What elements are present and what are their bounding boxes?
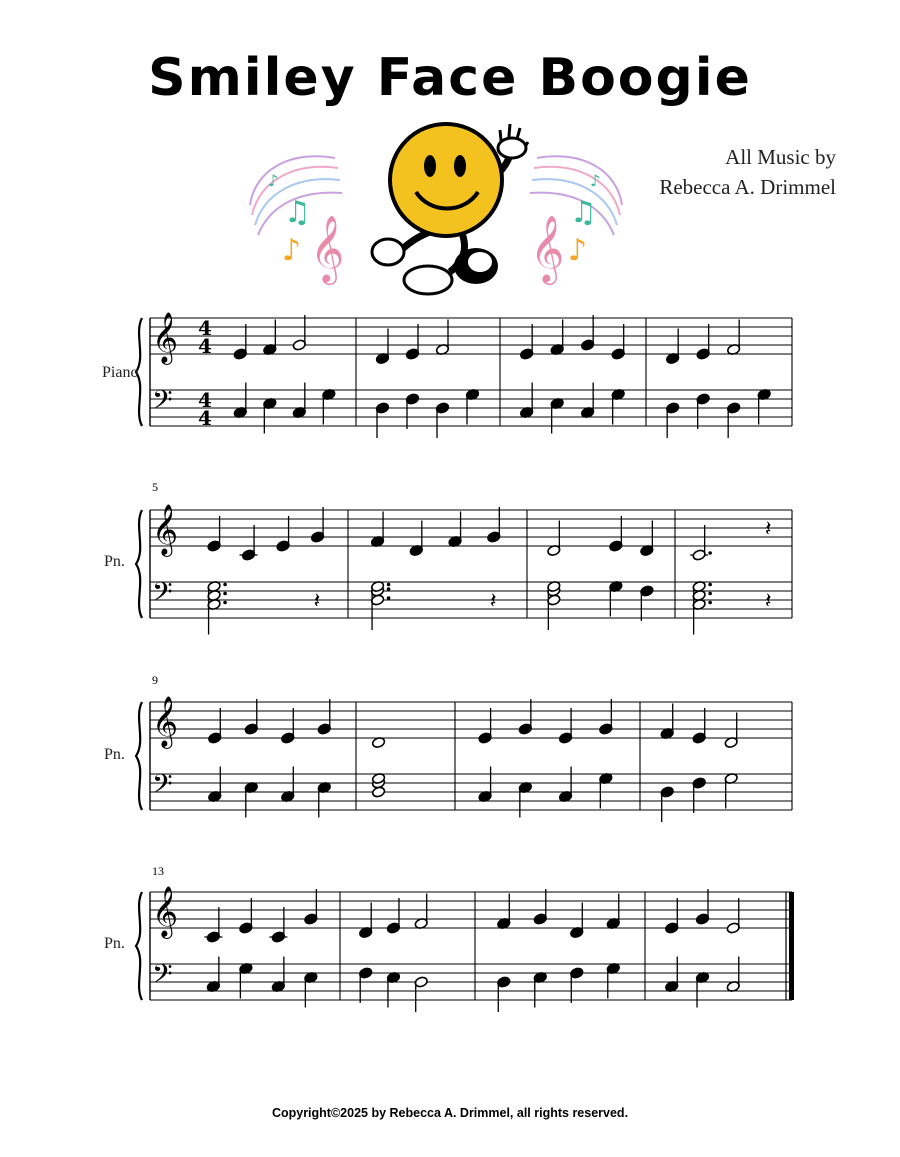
treble-clef-icon: 𝄞: [152, 886, 179, 937]
augmentation-dot: [387, 583, 391, 587]
treble-clef-icon: 𝄞: [152, 696, 179, 747]
bass-clef-icon: 𝄢: [152, 768, 173, 806]
svg-text:♪: ♪: [268, 171, 279, 190]
svg-text:𝄞: 𝄞: [530, 214, 565, 282]
augmentation-dot: [708, 551, 712, 555]
time-signature-top: 4: [198, 388, 212, 412]
system-brace: [136, 702, 142, 810]
bass-clef-icon: 𝄢: [152, 958, 173, 996]
copyright-notice: Copyright©2025 by Rebecca A. Drimmel, all rights reserved.: [271, 1106, 629, 1120]
svg-text:♫: ♫: [570, 195, 597, 230]
measure-number: 9: [152, 673, 158, 687]
augmentation-dot: [708, 583, 712, 587]
system-brace: [136, 892, 142, 1000]
quarter-rest: 𝄽: [764, 589, 772, 614]
measure-number: 13: [152, 864, 164, 878]
composer-line-1: All Music by: [725, 145, 836, 169]
bass-clef-icon: 𝄢: [152, 576, 173, 614]
instrument-label-full: Piano: [102, 364, 139, 381]
svg-text:♪: ♪: [568, 233, 588, 268]
quarter-rest: 𝄽: [489, 589, 497, 614]
instrument-label-short: Pn.: [104, 553, 125, 570]
treble-clef-icon: 𝄞: [152, 312, 179, 363]
time-signature-bottom: 4: [198, 406, 212, 430]
quarter-rest: 𝄽: [764, 517, 772, 542]
augmentation-dot: [223, 583, 227, 587]
final-barline-thick: [789, 892, 794, 1000]
composer-line-2: Rebecca A. Drimmel: [659, 175, 836, 199]
score-title: Smiley Face Boogie: [148, 48, 752, 108]
system-brace: [136, 510, 142, 618]
augmentation-dot: [708, 592, 712, 596]
augmentation-dot: [387, 596, 391, 600]
time-signature-bottom: 4: [198, 334, 212, 358]
instrument-label-short: Pn.: [104, 746, 125, 763]
measure-number: 5: [152, 480, 158, 494]
augmentation-dot: [223, 592, 227, 596]
augmentation-dot: [387, 587, 391, 591]
svg-text:♪: ♪: [282, 233, 302, 268]
quarter-rest: 𝄽: [313, 589, 321, 614]
augmentation-dot: [223, 601, 227, 605]
svg-text:♫: ♫: [284, 195, 311, 230]
instrument-label-short: Pn.: [104, 935, 125, 952]
time-signature-top: 4: [198, 316, 212, 340]
svg-text:𝄞: 𝄞: [310, 214, 345, 282]
bass-clef-icon: 𝄢: [152, 384, 173, 422]
treble-clef-icon: 𝄞: [152, 504, 179, 555]
svg-text:♪: ♪: [590, 171, 601, 190]
augmentation-dot: [708, 601, 712, 605]
